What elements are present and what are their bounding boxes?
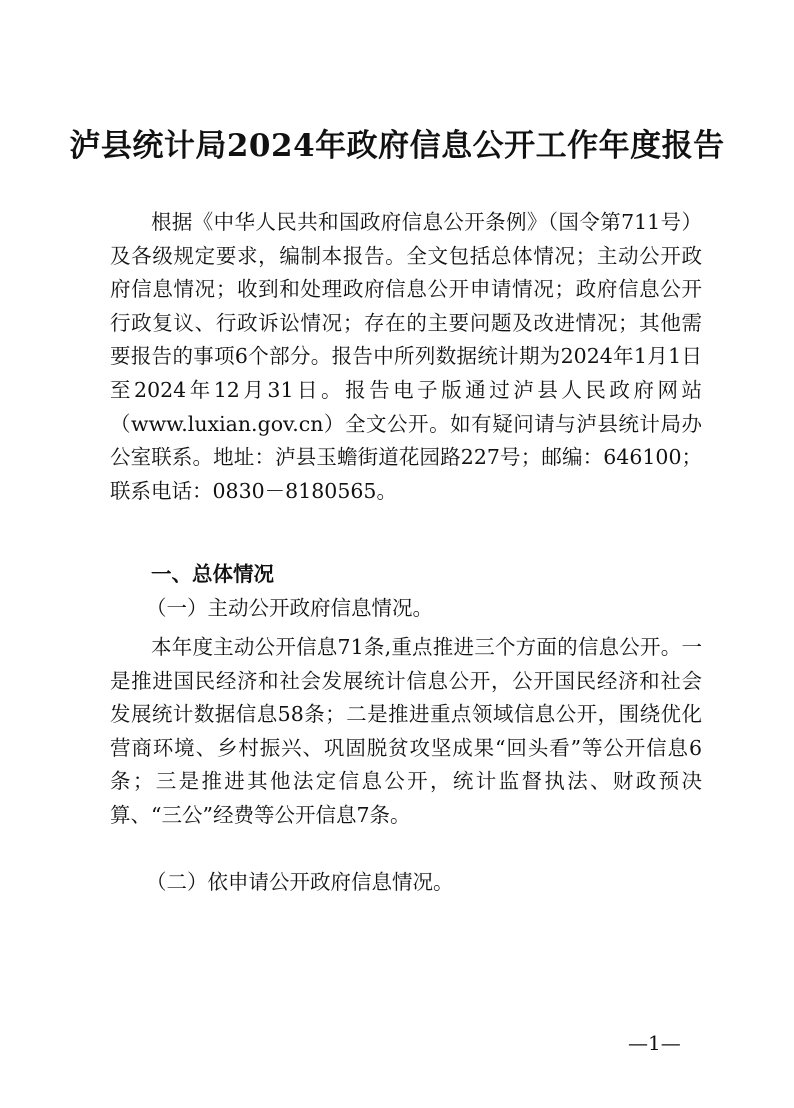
document-title: 泸县统计局2024年政府信息公开工作年度报告 (69, 128, 725, 164)
page-number: —1— (628, 1031, 681, 1055)
proactive-paragraph: 本年度主动公开信息71条,重点推进三个方面的信息公开。一是推进国民经济和社会发展统计信息公开，公开国民经济和社会发展统计数据信息58条；二是推进重点领域信息公开，围绕优化营商环境、乡村振兴、巩固脱贫攻坚成果“回头看”等公开信息6条；三是推进其他法定信息公开，统计监督执法、财政预决算、“三公”经费等公开信息7条。 (110, 635, 702, 827)
subsection-heading-proactive: （一）主动公开政府信息情况。 (146, 596, 433, 620)
intro-paragraph: 根据《中华人民共和国政府信息公开条例》（国令第711号）及各级规定要求，编制本报告。全文包括总体情况；主动公开政府信息情况；收到和处理政府信息公开申请情况；政府信息公开行政复议、行政诉讼情况；存在的主要问题及改进情况；其他需要报告的事项6个部分。报告中所列数据统计期为2024年1月1日至2024年12月31日。报告电子版通过泸县人民政府网站（www.luxian.gov.cn）全文公开。如有疑问请与泸县统计局办公室联系。地址：泸县玉蟾街道花园路227号；邮编：646100；联系电话：0830－8180565。 (110, 210, 702, 503)
subsection-heading-application: （二）依申请公开政府信息情况。 (146, 870, 454, 894)
section-heading-overview: 一、总体情况 (151, 562, 274, 586)
